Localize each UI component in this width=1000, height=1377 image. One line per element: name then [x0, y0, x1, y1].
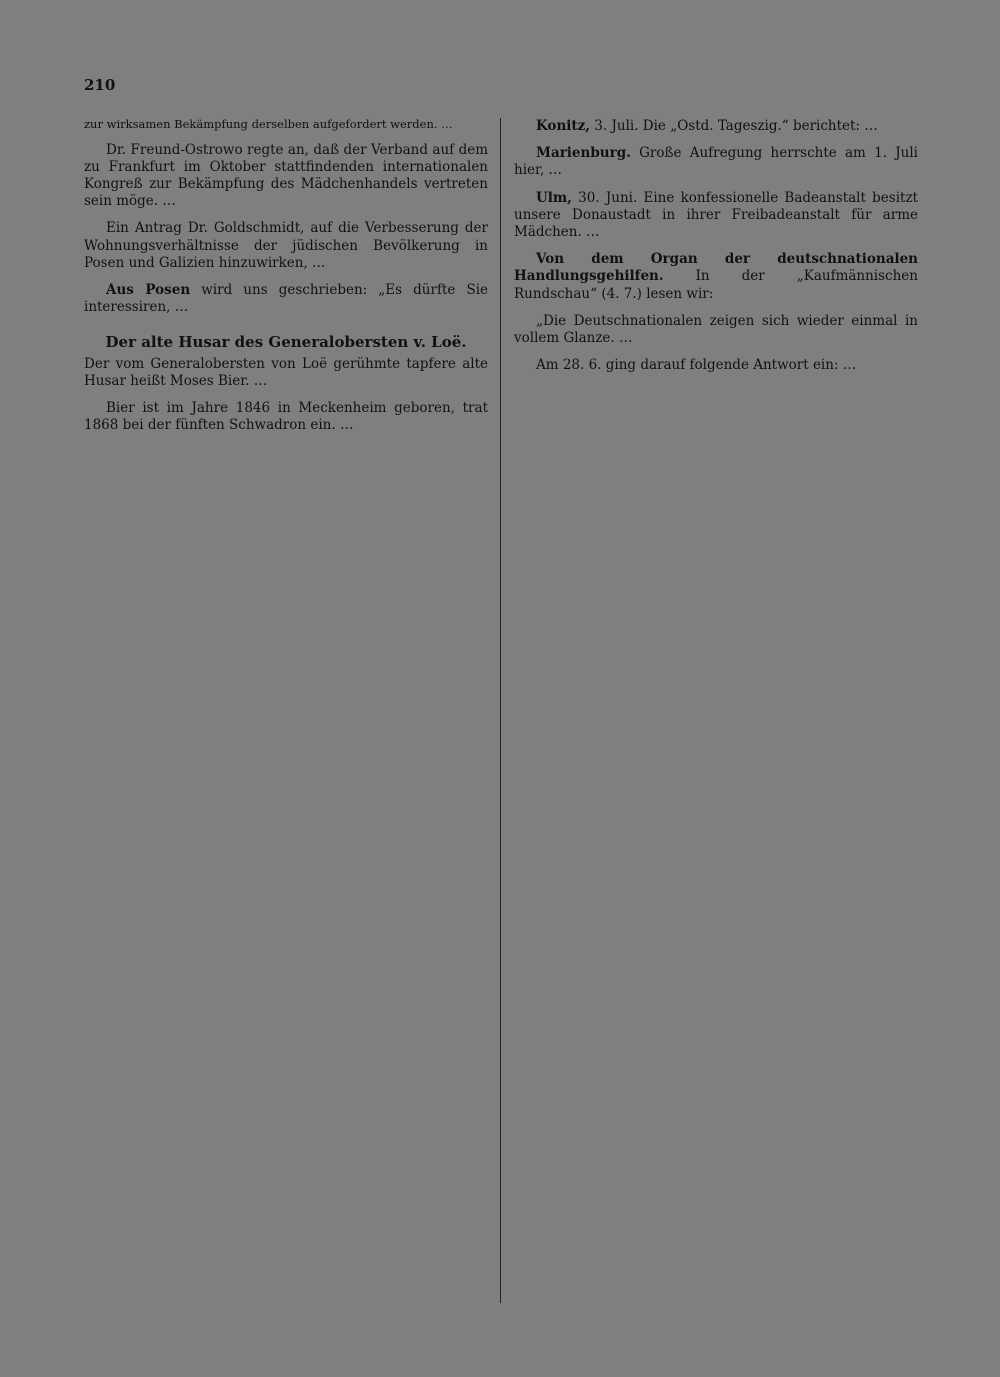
article-head: Von dem Organ der deutschnationalen Handlungsgehilfen. [514, 251, 918, 285]
article-head: Ulm, [536, 189, 572, 206]
article-text: wird uns geschrieben: „Es dürfte Sie interessiren, … [84, 281, 488, 316]
paragraph: Dr. Freund-Ostrowo regte an, daß der Verband auf dem zu Frankfurt im Oktober stattfindenden internationalen Kongreß zur Bekämpfung des Mädchenhandels vertreten sein möge. … [84, 141, 488, 210]
left-column [84, 118, 488, 444]
quote: „Die Deutschnationalen zeigen sich wieder einmal in vollem Glanze. … [514, 312, 918, 347]
article-head: Konitz, [536, 118, 590, 134]
article-text: In der „Kaufmännischen Rundschau“ (4. 7.) lesen wir: [514, 268, 918, 302]
right-column [514, 118, 918, 384]
article-ulm [514, 190, 918, 242]
paragraph: Bier ist im Jahre 1846 in Meckenheim geboren, trat 1868 bei der fünften Schwadron ein. … [84, 399, 488, 434]
article-konitz [514, 118, 918, 135]
article-text: 3. Juli. Die „Ostd. Tageszig.“ berichtet: … [590, 118, 878, 134]
article-head: Aus Posen [106, 281, 191, 298]
paragraph: Der vom Generalobersten von Loë gerühmte tapfere alte Husar heißt Moses Bier. … [84, 355, 488, 389]
article-posen [84, 282, 488, 316]
column-divider [500, 118, 501, 1303]
article-text: 30. Juni. Eine konfessionelle Badeanstalt besitzt unsere Donaustadt in ihrer Freibadeanstalt für arme Mädchen. … [514, 189, 918, 241]
article-head: Marienburg. [536, 145, 631, 162]
paragraph: Ein Antrag Dr. Goldschmidt, auf die Verbesserung der Wohnungsverhältnisse der jüdischen Bevölkerung in Posen und Galizien hinzuwirken, … [84, 220, 488, 271]
article-heading: Der alte Husar des Generalobersten v. Loë. [105, 333, 467, 352]
paragraph: zur wirksamen Bekämpfung derselben aufgefordert werden. … [84, 117, 453, 131]
article-text: Große Aufregung herrschte am 1. Juli hier, … [514, 145, 918, 179]
article-marienburg [514, 145, 918, 179]
article-organ [514, 251, 918, 303]
page-number: 210 [84, 76, 116, 94]
paragraph: Am 28. 6. ging darauf folgende Antwort ein: … [536, 357, 857, 374]
